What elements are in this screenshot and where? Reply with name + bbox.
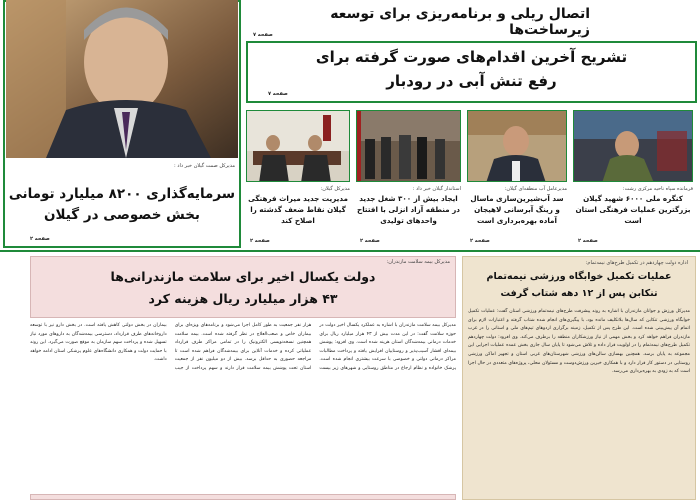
main-headline-2[interactable]: رفع تنش آبی در رودبار	[386, 72, 557, 90]
main-page-ref: صفحه ۷	[268, 91, 288, 97]
right-story-body	[468, 308, 690, 498]
thumb-page-ref-3: صفحه ۲	[360, 238, 380, 244]
right-caption: اداره دولت چهاردهم در تکمیل طرح‌های نیمه‌تمام:	[585, 260, 688, 266]
thumbnail-photo-1[interactable]	[573, 110, 693, 182]
left-page-ref: صفحه ۲	[30, 236, 50, 242]
thumbnail-photo-4[interactable]	[246, 110, 350, 182]
thumb-page-ref-2: صفحه ۲	[470, 238, 490, 244]
portrait-image	[6, 0, 238, 158]
center-story-frame	[30, 256, 456, 318]
thumb-headline-1[interactable]: کنگره ملی ۶۰۰۰ شهید گیلان بزرگترین عملیات فرهنگی استان است	[575, 194, 691, 225]
right-headline-1[interactable]: عملیات تکمیل خوابگاه ورزشی نیمه‌تمام	[486, 271, 672, 282]
top-page-ref: صفحه ۷	[253, 32, 273, 38]
thumb-image-3	[356, 111, 460, 182]
bottom-strip	[30, 494, 456, 500]
thumb-headline-4[interactable]: مدیریت جدید میراث فرهنگی گیلان نقاط ضعف گذشته را اصلاح کند	[248, 194, 348, 225]
thumb-caption-2: مدیرعامل آب منطقه‌ای گیلان:	[504, 186, 567, 192]
thumb-headline-3[interactable]: ایجاد بیش از ۳۰۰ شغل جدید در منطقه آزاد انزلی با افتتاح واحدهای تولیدی	[357, 194, 460, 225]
thumb-caption-1: فرمانده سپاه ناحیه مرکزی رشت:	[622, 186, 693, 192]
thumb-caption-4: مدیرکل گیلان:	[320, 186, 350, 192]
left-caption: مدیرکل صمت گیلان خبر داد :	[173, 163, 235, 169]
right-story-text: مدیرکل ورزش و جوانان مازندران با اشاره به روند پیشرفت طرح‌های نیمه‌تمام ورزشی استان گفت: عملیات تکمیل خوابگاه ورزشی تنکابن که سال‌ها بلاتکلیف مانده بود، با پیگیری‌های انجام شده شتاب گرفته و اعتبارات لازم برای اتمام آن پیش‌بینی شده است. این طرح پس از تکمیل، زمینه برگزاری اردوهای تیم‌های ملی و استانی را در غرب مازندران فراهم خواهد کرد و بخش مهمی از نیاز ورزشکاران منطقه را برطرف می‌کند. وی افزود: دولت چهاردهم تکمیل طرح‌های نیمه‌تمام را در اولویت قرار داده و تلاش می‌شود تا پایان سال جاری بخش عمده عملیات اجرایی این مجموعه به پایان برسد. همچنین بهسازی سالن‌های ورزشی شهرستان‌های غربی استان و تجهیز اماکن ورزشی روستایی در دستور کار قرار دارد و با همکاری خیرین ورزش‌دوست و مسئولان محلی، پروژه‌های متعددی در حال اجرا است که به زودی به بهره‌برداری می‌رسد.	[468, 309, 690, 375]
thumb-caption-3: استاندار گیلان خبر داد :	[412, 186, 461, 192]
thumbnail-photo-2[interactable]	[467, 110, 567, 182]
left-portrait-photo[interactable]	[6, 0, 238, 158]
thumbnail-photo-3[interactable]	[356, 110, 461, 182]
thumb-image-4	[246, 111, 349, 182]
center-caption: مدیرکل بیمه سلامت مازندران:	[386, 259, 450, 265]
top-headline[interactable]: اتصال ریلی و برنامه‌ریزی برای توسعه زیرساخت‌ها	[330, 6, 590, 38]
left-headline-1[interactable]: سرمایه‌گذاری ۸۲۰۰ میلیارد تومانی	[8, 186, 236, 202]
thumb-page-ref-1: صفحه ۲	[578, 238, 598, 244]
thumb-page-ref-4: صفحه ۲	[250, 238, 270, 244]
center-headline-2[interactable]: ۴۳ هزار میلیارد ریال هزینه کرد	[148, 291, 338, 306]
right-headline-2[interactable]: تنکابن پس از ۱۲ دهه شتاب گرفت	[500, 288, 658, 299]
center-headline-1[interactable]: دولت یکسال اخیر برای سلامت مازندرانی‌ها	[110, 269, 376, 284]
thumb-image-2	[467, 111, 566, 182]
section-divider	[0, 250, 700, 252]
left-headline-2[interactable]: بخش خصوصی در گیلان	[43, 207, 200, 223]
main-headline-1[interactable]: تشریح آخرین اقدام‌های صورت گرفته برای	[315, 48, 628, 66]
thumb-image-1	[573, 111, 692, 182]
center-story-body	[30, 322, 456, 492]
thumb-headline-2[interactable]: سد آب‌شیرین‌سازی ماسال و رینگ آبرسانی لاهیجان آماده بهره‌برداری است	[470, 194, 564, 225]
center-story-text: مدیرکل بیمه سلامت مازندران با اشاره به عملکرد یکسال اخیر دولت در حوزه سلامت گفت: در این مدت بیش از ۴۳ هزار میلیارد ریال برای خدمات درمانی بیمه‌شدگان استان هزینه شده است. وی افزود: پوشش بیمه‌ای اقشار آسیب‌پذیر و روستاییان افزایش یافته و پرداخت مطالبات مراکز درمانی دولتی و خصوصی با سرعت بیشتری انجام شده است. پزشک خانواده و نظام ارجاع در مناطق روستایی و شهرهای زیر بیست هزار نفر جمعیت به طور کامل اجرا می‌شود و برنامه‌های ویژه‌ای برای بیماران خاص و صعب‌العلاج در نظر گرفته شده است. بیمه سلامت همچنین نسخه‌نویسی الکترونیک را در تمامی مراکز طرف قرارداد عملیاتی کرده و خدمات آنلاین برای بیمه‌شدگان فراهم شده است تا مراجعه حضوری به حداقل برسد. بیش از دو میلیون نفر از جمعیت استان تحت پوشش بیمه سلامت قرار دارند و سهم پرداخت از جیب بیماران در بخش دولتی کاهش یافته است. در بخش دارو نیز با توسعه داروخانه‌های طرف قرارداد، دسترسی بیمه‌شدگان به داروهای مورد نیاز تسهیل شده و پرداخت سهم سازمان به موقع صورت می‌گیرد. این روند با حمایت دولت و همکاری دانشگاه‌های علوم پزشکی استان ادامه خواهد داشت.	[30, 323, 456, 371]
